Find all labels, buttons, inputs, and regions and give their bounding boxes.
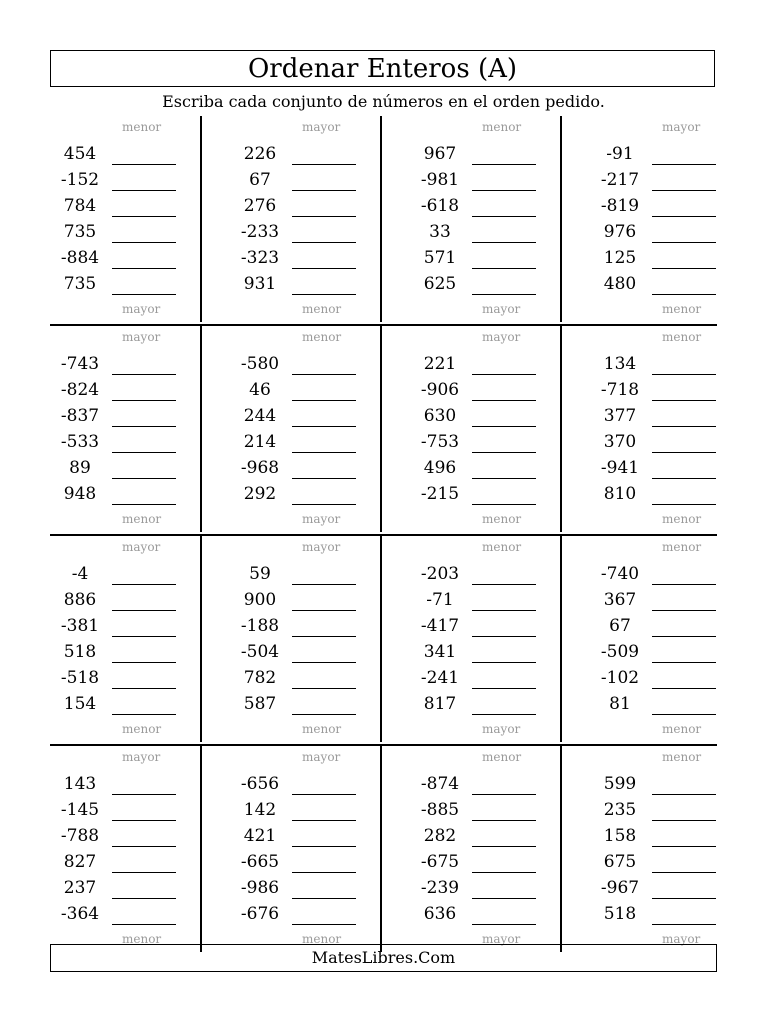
problem-row <box>50 536 717 746</box>
answer-blank[interactable] <box>112 872 176 873</box>
answer-blank[interactable] <box>472 636 536 637</box>
problem-set <box>562 536 715 742</box>
order-hint-bottom: mayor <box>122 302 161 316</box>
number-to-order: -981 <box>420 170 460 190</box>
order-hint-top: mayor <box>662 120 701 134</box>
instructions: Escriba cada conjunto de números en el orden pedido. <box>162 92 605 111</box>
number-to-order: -837 <box>60 406 100 426</box>
order-hint-bottom: menor <box>482 512 522 526</box>
answer-blank[interactable] <box>112 610 176 611</box>
answer-blank[interactable] <box>112 504 176 505</box>
number-to-order: 237 <box>63 878 97 898</box>
answer-blank[interactable] <box>472 846 536 847</box>
number-to-order: -91 <box>606 144 634 164</box>
order-hint-bottom: menor <box>302 722 342 736</box>
answer-blank[interactable] <box>652 610 716 611</box>
problem-set <box>382 326 562 532</box>
worksheet-title: Ordenar Enteros (A) <box>50 50 715 87</box>
number-to-order: 143 <box>63 774 97 794</box>
number-to-order: -675 <box>420 852 460 872</box>
answer-blank[interactable] <box>472 478 536 479</box>
answer-blank[interactable] <box>472 924 536 925</box>
number-to-order: 784 <box>63 196 97 216</box>
order-hint-top: mayor <box>122 330 161 344</box>
number-to-order: -906 <box>420 380 460 400</box>
number-to-order: -145 <box>60 800 100 820</box>
number-to-order: -203 <box>420 564 460 584</box>
answer-blank[interactable] <box>292 846 356 847</box>
order-hint-bottom: menor <box>662 722 702 736</box>
answer-blank[interactable] <box>472 820 536 821</box>
problem-row <box>50 326 717 536</box>
answer-blank[interactable] <box>112 898 176 899</box>
order-hint-bottom: menor <box>662 302 702 316</box>
order-hint-top: mayor <box>302 540 341 554</box>
number-to-order: -233 <box>240 222 280 242</box>
answer-blank[interactable] <box>652 662 716 663</box>
answer-blank[interactable] <box>652 216 716 217</box>
problem-set <box>50 116 202 322</box>
answer-blank[interactable] <box>112 924 176 925</box>
number-to-order: -743 <box>60 354 100 374</box>
number-to-order: 81 <box>609 694 631 714</box>
answer-blank[interactable] <box>472 374 536 375</box>
number-to-order: 735 <box>63 274 97 294</box>
order-hint-bottom: mayor <box>482 932 521 946</box>
number-to-order: 370 <box>603 432 637 452</box>
answer-blank[interactable] <box>652 164 716 165</box>
number-to-order: 636 <box>423 904 457 924</box>
number-to-order: 571 <box>423 248 457 268</box>
answer-blank[interactable] <box>112 794 176 795</box>
problem-set <box>202 116 382 322</box>
order-hint-top: menor <box>662 330 702 344</box>
order-hint-top: menor <box>482 750 522 764</box>
answer-blank[interactable] <box>292 294 356 295</box>
number-to-order: -968 <box>240 458 280 478</box>
number-to-order: 625 <box>423 274 457 294</box>
number-to-order: -874 <box>420 774 460 794</box>
number-to-order: 33 <box>429 222 451 242</box>
number-to-order: -364 <box>60 904 100 924</box>
order-hint-top: mayor <box>122 750 161 764</box>
answer-blank[interactable] <box>292 636 356 637</box>
number-to-order: 67 <box>609 616 631 636</box>
number-to-order: 900 <box>243 590 277 610</box>
answer-blank[interactable] <box>292 190 356 191</box>
answer-blank[interactable] <box>112 584 176 585</box>
answer-blank[interactable] <box>472 190 536 191</box>
number-to-order: 59 <box>249 564 271 584</box>
number-to-order: 967 <box>423 144 457 164</box>
answer-blank[interactable] <box>112 374 176 375</box>
answer-blank[interactable] <box>472 610 536 611</box>
answer-blank[interactable] <box>112 426 176 427</box>
number-to-order: 46 <box>249 380 271 400</box>
number-to-order: 976 <box>603 222 637 242</box>
number-to-order: 735 <box>63 222 97 242</box>
number-to-order: 89 <box>69 458 91 478</box>
number-to-order: -241 <box>420 668 460 688</box>
order-hint-top: menor <box>662 750 702 764</box>
number-to-order: 782 <box>243 668 277 688</box>
number-to-order: -381 <box>60 616 100 636</box>
answer-blank[interactable] <box>112 820 176 821</box>
answer-blank[interactable] <box>652 190 716 191</box>
answer-blank[interactable] <box>472 452 536 453</box>
number-to-order: 886 <box>63 590 97 610</box>
answer-blank[interactable] <box>472 898 536 899</box>
order-hint-bottom: menor <box>122 512 162 526</box>
number-to-order: 276 <box>243 196 277 216</box>
number-to-order: 142 <box>243 800 277 820</box>
order-hint-bottom: mayor <box>662 932 701 946</box>
number-to-order: -740 <box>600 564 640 584</box>
order-hint-top: menor <box>122 120 162 134</box>
answer-blank[interactable] <box>472 216 536 217</box>
number-to-order: 154 <box>63 694 97 714</box>
answer-blank[interactable] <box>472 268 536 269</box>
number-to-order: -941 <box>600 458 640 478</box>
number-to-order: -188 <box>240 616 280 636</box>
order-hint-bottom: menor <box>122 722 162 736</box>
answer-blank[interactable] <box>292 924 356 925</box>
answer-blank[interactable] <box>292 584 356 585</box>
number-to-order: -215 <box>420 484 460 504</box>
answer-blank[interactable] <box>652 268 716 269</box>
number-to-order: 421 <box>243 826 277 846</box>
problem-set <box>202 536 382 742</box>
number-to-order: 134 <box>603 354 637 374</box>
number-to-order: 599 <box>603 774 637 794</box>
number-to-order: -885 <box>420 800 460 820</box>
order-hint-bottom: mayor <box>482 722 521 736</box>
order-hint-bottom: menor <box>302 302 342 316</box>
answer-blank[interactable] <box>652 478 716 479</box>
answer-blank[interactable] <box>472 688 536 689</box>
answer-blank[interactable] <box>472 872 536 873</box>
footer-site: MatesLibres.Com <box>50 944 717 972</box>
problem-row <box>50 116 717 326</box>
number-to-order: 948 <box>63 484 97 504</box>
number-to-order: 675 <box>603 852 637 872</box>
number-to-order: 931 <box>243 274 277 294</box>
answer-blank[interactable] <box>292 268 356 269</box>
answer-blank[interactable] <box>112 636 176 637</box>
answer-blank[interactable] <box>292 662 356 663</box>
order-hint-bottom: menor <box>302 932 342 946</box>
order-hint-top: menor <box>482 540 522 554</box>
answer-blank[interactable] <box>112 714 176 715</box>
order-hint-top: mayor <box>122 540 161 554</box>
order-hint-bottom: menor <box>662 512 702 526</box>
number-to-order: 377 <box>603 406 637 426</box>
answer-blank[interactable] <box>652 294 716 295</box>
number-to-order: -665 <box>240 852 280 872</box>
answer-blank[interactable] <box>292 714 356 715</box>
answer-blank[interactable] <box>112 216 176 217</box>
number-to-order: -718 <box>600 380 640 400</box>
answer-blank[interactable] <box>472 794 536 795</box>
answer-blank[interactable] <box>292 820 356 821</box>
order-hint-bottom: mayor <box>482 302 521 316</box>
order-hint-top: mayor <box>482 330 521 344</box>
answer-blank[interactable] <box>112 688 176 689</box>
answer-blank[interactable] <box>292 898 356 899</box>
number-to-order: -656 <box>240 774 280 794</box>
order-hint-top: menor <box>482 120 522 134</box>
answer-blank[interactable] <box>292 164 356 165</box>
answer-blank[interactable] <box>292 400 356 401</box>
answer-blank[interactable] <box>652 794 716 795</box>
number-to-order: 292 <box>243 484 277 504</box>
answer-blank[interactable] <box>112 294 176 295</box>
number-to-order: -676 <box>240 904 280 924</box>
answer-blank[interactable] <box>472 584 536 585</box>
number-to-order: -217 <box>600 170 640 190</box>
answer-blank[interactable] <box>472 294 536 295</box>
number-to-order: 226 <box>243 144 277 164</box>
answer-blank[interactable] <box>652 452 716 453</box>
problem-set <box>382 746 562 952</box>
number-to-order: 244 <box>243 406 277 426</box>
answer-blank[interactable] <box>292 242 356 243</box>
number-to-order: -152 <box>60 170 100 190</box>
number-to-order: 518 <box>63 642 97 662</box>
problem-set <box>562 116 715 322</box>
problem-set <box>50 536 202 742</box>
answer-blank[interactable] <box>292 872 356 873</box>
problem-set <box>50 746 202 952</box>
answer-blank[interactable] <box>292 688 356 689</box>
answer-blank[interactable] <box>292 610 356 611</box>
answer-blank[interactable] <box>472 662 536 663</box>
problem-set <box>562 326 715 532</box>
number-to-order: -417 <box>420 616 460 636</box>
number-to-order: 454 <box>63 144 97 164</box>
answer-blank[interactable] <box>292 478 356 479</box>
problem-set <box>202 746 382 952</box>
answer-blank[interactable] <box>472 504 536 505</box>
number-to-order: -102 <box>600 668 640 688</box>
number-to-order: 496 <box>423 458 457 478</box>
answer-blank[interactable] <box>292 504 356 505</box>
answer-blank[interactable] <box>112 268 176 269</box>
order-hint-bottom: menor <box>122 932 162 946</box>
number-to-order: 282 <box>423 826 457 846</box>
answer-blank[interactable] <box>112 242 176 243</box>
number-to-order: -788 <box>60 826 100 846</box>
answer-blank[interactable] <box>112 846 176 847</box>
order-hint-top: menor <box>662 540 702 554</box>
number-to-order: -986 <box>240 878 280 898</box>
number-to-order: -4 <box>71 564 89 584</box>
number-to-order: 341 <box>423 642 457 662</box>
answer-blank[interactable] <box>472 714 536 715</box>
problem-set <box>50 326 202 532</box>
answer-blank[interactable] <box>112 478 176 479</box>
answer-blank[interactable] <box>112 662 176 663</box>
answer-blank[interactable] <box>652 924 716 925</box>
answer-blank[interactable] <box>652 242 716 243</box>
answer-blank[interactable] <box>652 846 716 847</box>
problem-grid <box>50 116 717 954</box>
answer-blank[interactable] <box>652 872 716 873</box>
number-to-order: -967 <box>600 878 640 898</box>
problem-set <box>202 326 382 532</box>
answer-blank[interactable] <box>112 190 176 191</box>
answer-blank[interactable] <box>292 452 356 453</box>
number-to-order: -753 <box>420 432 460 452</box>
number-to-order: -509 <box>600 642 640 662</box>
number-to-order: -71 <box>426 590 454 610</box>
number-to-order: -518 <box>60 668 100 688</box>
number-to-order: -618 <box>420 196 460 216</box>
order-hint-top: mayor <box>302 120 341 134</box>
answer-blank[interactable] <box>652 374 716 375</box>
number-to-order: 125 <box>603 248 637 268</box>
number-to-order: 480 <box>603 274 637 294</box>
problem-set <box>382 536 562 742</box>
answer-blank[interactable] <box>472 164 536 165</box>
answer-blank[interactable] <box>292 794 356 795</box>
answer-blank[interactable] <box>652 820 716 821</box>
number-to-order: -884 <box>60 248 100 268</box>
answer-blank[interactable] <box>112 164 176 165</box>
number-to-order: 518 <box>603 904 637 924</box>
answer-blank[interactable] <box>652 898 716 899</box>
number-to-order: -323 <box>240 248 280 268</box>
answer-blank[interactable] <box>472 242 536 243</box>
number-to-order: 235 <box>603 800 637 820</box>
answer-blank[interactable] <box>652 504 716 505</box>
number-to-order: 827 <box>63 852 97 872</box>
number-to-order: -504 <box>240 642 280 662</box>
answer-blank[interactable] <box>652 688 716 689</box>
order-hint-top: menor <box>302 330 342 344</box>
number-to-order: 67 <box>249 170 271 190</box>
number-to-order: -580 <box>240 354 280 374</box>
number-to-order: -819 <box>600 196 640 216</box>
answer-blank[interactable] <box>112 400 176 401</box>
number-to-order: -239 <box>420 878 460 898</box>
order-hint-top: mayor <box>302 750 341 764</box>
answer-blank[interactable] <box>652 584 716 585</box>
problem-row <box>50 746 717 954</box>
answer-blank[interactable] <box>652 714 716 715</box>
number-to-order: 810 <box>603 484 637 504</box>
answer-blank[interactable] <box>292 374 356 375</box>
order-hint-bottom: mayor <box>302 512 341 526</box>
answer-blank[interactable] <box>652 400 716 401</box>
answer-blank[interactable] <box>112 452 176 453</box>
answer-blank[interactable] <box>292 216 356 217</box>
number-to-order: 817 <box>423 694 457 714</box>
number-to-order: -533 <box>60 432 100 452</box>
answer-blank[interactable] <box>292 426 356 427</box>
number-to-order: -824 <box>60 380 100 400</box>
number-to-order: 587 <box>243 694 277 714</box>
number-to-order: 214 <box>243 432 277 452</box>
answer-blank[interactable] <box>652 636 716 637</box>
number-to-order: 630 <box>423 406 457 426</box>
number-to-order: 221 <box>423 354 457 374</box>
answer-blank[interactable] <box>472 400 536 401</box>
answer-blank[interactable] <box>652 426 716 427</box>
number-to-order: 367 <box>603 590 637 610</box>
number-to-order: 158 <box>603 826 637 846</box>
answer-blank[interactable] <box>472 426 536 427</box>
problem-set <box>382 116 562 322</box>
problem-set <box>562 746 715 952</box>
